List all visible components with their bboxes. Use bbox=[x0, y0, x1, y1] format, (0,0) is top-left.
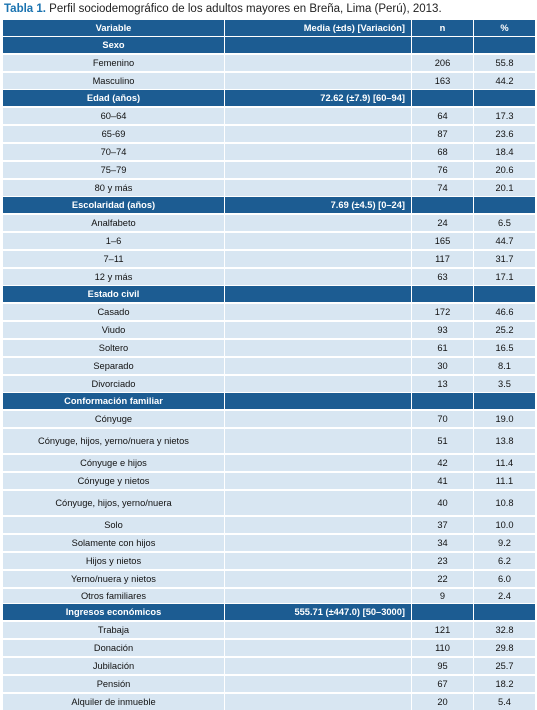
row-percent: 16.5 bbox=[474, 339, 536, 357]
row-n: 163 bbox=[412, 72, 474, 90]
table-row bbox=[3, 357, 536, 375]
section-n-empty bbox=[412, 393, 474, 411]
table-row bbox=[3, 570, 536, 588]
row-n: 40 bbox=[412, 490, 474, 516]
section-pct-empty bbox=[474, 286, 536, 304]
row-n: 22 bbox=[412, 570, 474, 588]
section-header-row bbox=[3, 90, 536, 108]
row-percent: 18.2 bbox=[474, 675, 536, 693]
section-header-row bbox=[3, 286, 536, 304]
row-n: 95 bbox=[412, 657, 474, 675]
row-percent: 8.1 bbox=[474, 357, 536, 375]
row-n: 20 bbox=[412, 693, 474, 710]
section-pct-empty bbox=[474, 393, 536, 411]
row-n: 206 bbox=[412, 54, 474, 72]
row-label: Donación bbox=[3, 639, 225, 657]
row-label: Cónyuge, hijos, yerno/nuera bbox=[3, 490, 225, 516]
row-label: 7–11 bbox=[3, 250, 225, 268]
row-mean-empty bbox=[225, 143, 412, 161]
row-percent: 5.4 bbox=[474, 693, 536, 710]
header-mean: Media (±ds) [Variación] bbox=[225, 20, 412, 37]
row-percent: 19.0 bbox=[474, 410, 536, 428]
caption-label: Tabla 1. bbox=[4, 3, 46, 15]
row-n: 63 bbox=[412, 268, 474, 286]
section-title: Escolaridad (años) bbox=[3, 197, 225, 215]
section-mean bbox=[225, 286, 412, 304]
row-label: Trabaja bbox=[3, 621, 225, 639]
row-n: 23 bbox=[412, 552, 474, 570]
section-n-empty bbox=[412, 37, 474, 55]
row-mean-empty bbox=[225, 357, 412, 375]
row-percent: 3.5 bbox=[474, 375, 536, 393]
row-percent: 11.4 bbox=[474, 454, 536, 472]
row-label: Viudo bbox=[3, 321, 225, 339]
row-label: Casado bbox=[3, 303, 225, 321]
header-n: n bbox=[412, 20, 474, 37]
row-mean-empty bbox=[225, 54, 412, 72]
table-row bbox=[3, 657, 536, 675]
header-variable: Variable bbox=[3, 20, 225, 37]
table-row bbox=[3, 490, 536, 516]
row-mean-empty bbox=[225, 375, 412, 393]
row-mean-empty bbox=[225, 125, 412, 143]
section-n-empty bbox=[412, 286, 474, 304]
table-row bbox=[3, 428, 536, 454]
section-pct-empty bbox=[474, 90, 536, 108]
row-label: 70–74 bbox=[3, 143, 225, 161]
row-mean-empty bbox=[225, 179, 412, 197]
row-n: 67 bbox=[412, 675, 474, 693]
table-row bbox=[3, 321, 536, 339]
table-row bbox=[3, 72, 536, 90]
section-header-row bbox=[3, 393, 536, 411]
table-row bbox=[3, 232, 536, 250]
section-title: Sexo bbox=[3, 37, 225, 55]
row-mean-empty bbox=[225, 516, 412, 534]
row-mean-empty bbox=[225, 107, 412, 125]
section-header-row bbox=[3, 604, 536, 622]
row-percent: 18.4 bbox=[474, 143, 536, 161]
table-row bbox=[3, 303, 536, 321]
row-percent: 20.6 bbox=[474, 161, 536, 179]
row-label: Solamente con hijos bbox=[3, 534, 225, 552]
section-title: Conformación familiar bbox=[3, 393, 225, 411]
row-mean-empty bbox=[225, 657, 412, 675]
table-row bbox=[3, 375, 536, 393]
row-n: 37 bbox=[412, 516, 474, 534]
section-n-empty bbox=[412, 197, 474, 215]
table-body bbox=[3, 37, 536, 710]
table-row bbox=[3, 54, 536, 72]
section-title: Estado civil bbox=[3, 286, 225, 304]
table-row bbox=[3, 588, 536, 604]
row-label: Cónyuge y nietos bbox=[3, 472, 225, 490]
row-n: 87 bbox=[412, 125, 474, 143]
row-n: 13 bbox=[412, 375, 474, 393]
row-mean-empty bbox=[225, 428, 412, 454]
table-row bbox=[3, 472, 536, 490]
row-label: Divorciado bbox=[3, 375, 225, 393]
row-percent: 25.2 bbox=[474, 321, 536, 339]
row-n: 30 bbox=[412, 357, 474, 375]
section-mean: 555.71 (±447.0) [50–3000] bbox=[225, 604, 412, 622]
table-row bbox=[3, 454, 536, 472]
row-mean-empty bbox=[225, 552, 412, 570]
row-mean-empty bbox=[225, 410, 412, 428]
table-row bbox=[3, 516, 536, 534]
caption-text: Perfil sociodemográfico de los adultos mayores en Breña, Lima (Perú), 2013. bbox=[49, 3, 442, 15]
row-mean-empty bbox=[225, 303, 412, 321]
row-percent: 25.7 bbox=[474, 657, 536, 675]
table-row bbox=[3, 675, 536, 693]
row-percent: 13.8 bbox=[474, 428, 536, 454]
row-mean-empty bbox=[225, 570, 412, 588]
row-label: Alquiler de inmueble bbox=[3, 693, 225, 710]
table-row bbox=[3, 179, 536, 197]
sociodemographic-table bbox=[2, 20, 536, 710]
table-row bbox=[3, 410, 536, 428]
section-mean: 72.62 (±7.9) [60–94] bbox=[225, 90, 412, 108]
row-percent: 17.3 bbox=[474, 107, 536, 125]
row-n: 24 bbox=[412, 214, 474, 232]
table-row bbox=[3, 534, 536, 552]
row-percent: 9.2 bbox=[474, 534, 536, 552]
row-mean-empty bbox=[225, 214, 412, 232]
section-pct-empty bbox=[474, 604, 536, 622]
row-percent: 44.2 bbox=[474, 72, 536, 90]
row-n: 51 bbox=[412, 428, 474, 454]
row-n: 117 bbox=[412, 250, 474, 268]
row-n: 74 bbox=[412, 179, 474, 197]
row-percent: 6.5 bbox=[474, 214, 536, 232]
row-label: Pensión bbox=[3, 675, 225, 693]
row-mean-empty bbox=[225, 250, 412, 268]
row-percent: 46.6 bbox=[474, 303, 536, 321]
section-mean bbox=[225, 37, 412, 55]
section-title: Edad (años) bbox=[3, 90, 225, 108]
row-percent: 55.8 bbox=[474, 54, 536, 72]
row-mean-empty bbox=[225, 454, 412, 472]
table-row bbox=[3, 552, 536, 570]
row-n: 70 bbox=[412, 410, 474, 428]
row-mean-empty bbox=[225, 534, 412, 552]
table-row bbox=[3, 214, 536, 232]
row-n: 64 bbox=[412, 107, 474, 125]
row-n: 76 bbox=[412, 161, 474, 179]
section-header-row bbox=[3, 197, 536, 215]
row-label: 80 y más bbox=[3, 179, 225, 197]
row-mean-empty bbox=[225, 472, 412, 490]
table-row bbox=[3, 693, 536, 710]
row-label: Separado bbox=[3, 357, 225, 375]
row-percent: 32.8 bbox=[474, 621, 536, 639]
row-percent: 17.1 bbox=[474, 268, 536, 286]
row-label: Masculino bbox=[3, 72, 225, 90]
row-n: 34 bbox=[412, 534, 474, 552]
row-n: 41 bbox=[412, 472, 474, 490]
row-mean-empty bbox=[225, 232, 412, 250]
row-label: 65-69 bbox=[3, 125, 225, 143]
row-mean-empty bbox=[225, 693, 412, 710]
table-row bbox=[3, 268, 536, 286]
row-percent: 10.8 bbox=[474, 490, 536, 516]
row-mean-empty bbox=[225, 161, 412, 179]
row-percent: 29.8 bbox=[474, 639, 536, 657]
row-label: Yerno/nuera y nietos bbox=[3, 570, 225, 588]
row-percent: 6.0 bbox=[474, 570, 536, 588]
row-percent: 44.7 bbox=[474, 232, 536, 250]
row-n: 9 bbox=[412, 588, 474, 604]
row-label: 1–6 bbox=[3, 232, 225, 250]
section-title: Ingresos económicos bbox=[3, 604, 225, 622]
row-percent: 10.0 bbox=[474, 516, 536, 534]
row-label: Jubilación bbox=[3, 657, 225, 675]
table-row bbox=[3, 339, 536, 357]
table-caption bbox=[0, 0, 537, 20]
row-n: 61 bbox=[412, 339, 474, 357]
row-label: Cónyuge bbox=[3, 410, 225, 428]
row-n: 42 bbox=[412, 454, 474, 472]
row-label: 75–79 bbox=[3, 161, 225, 179]
row-mean-empty bbox=[225, 621, 412, 639]
table-row bbox=[3, 639, 536, 657]
row-label: 60–64 bbox=[3, 107, 225, 125]
table-row bbox=[3, 250, 536, 268]
row-n: 121 bbox=[412, 621, 474, 639]
row-label: Cónyuge, hijos, yerno/nuera y nietos bbox=[3, 428, 225, 454]
row-percent: 23.6 bbox=[474, 125, 536, 143]
row-mean-empty bbox=[225, 675, 412, 693]
row-mean-empty bbox=[225, 588, 412, 604]
table-row bbox=[3, 107, 536, 125]
row-percent: 11.1 bbox=[474, 472, 536, 490]
section-pct-empty bbox=[474, 197, 536, 215]
table-row bbox=[3, 621, 536, 639]
row-percent: 2.4 bbox=[474, 588, 536, 604]
row-mean-empty bbox=[225, 268, 412, 286]
row-label: Solo bbox=[3, 516, 225, 534]
section-mean: 7.69 (±4.5) [0–24] bbox=[225, 197, 412, 215]
row-label: Hijos y nietos bbox=[3, 552, 225, 570]
row-n: 68 bbox=[412, 143, 474, 161]
section-n-empty bbox=[412, 604, 474, 622]
header-percent: % bbox=[474, 20, 536, 37]
section-header-row bbox=[3, 37, 536, 55]
table-row bbox=[3, 125, 536, 143]
row-percent: 20.1 bbox=[474, 179, 536, 197]
row-label: Soltero bbox=[3, 339, 225, 357]
row-label: Analfabeto bbox=[3, 214, 225, 232]
row-mean-empty bbox=[225, 339, 412, 357]
section-n-empty bbox=[412, 90, 474, 108]
row-n: 93 bbox=[412, 321, 474, 339]
row-mean-empty bbox=[225, 72, 412, 90]
row-percent: 31.7 bbox=[474, 250, 536, 268]
section-mean bbox=[225, 393, 412, 411]
row-label: Cónyuge e hijos bbox=[3, 454, 225, 472]
row-mean-empty bbox=[225, 490, 412, 516]
row-n: 110 bbox=[412, 639, 474, 657]
row-label: 12 y más bbox=[3, 268, 225, 286]
table-row bbox=[3, 161, 536, 179]
row-label: Otros familiares bbox=[3, 588, 225, 604]
row-n: 172 bbox=[412, 303, 474, 321]
row-mean-empty bbox=[225, 639, 412, 657]
row-label: Femenino bbox=[3, 54, 225, 72]
row-n: 165 bbox=[412, 232, 474, 250]
section-pct-empty bbox=[474, 37, 536, 55]
row-mean-empty bbox=[225, 321, 412, 339]
table-row bbox=[3, 143, 536, 161]
table-header-row bbox=[3, 20, 536, 37]
row-percent: 6.2 bbox=[474, 552, 536, 570]
